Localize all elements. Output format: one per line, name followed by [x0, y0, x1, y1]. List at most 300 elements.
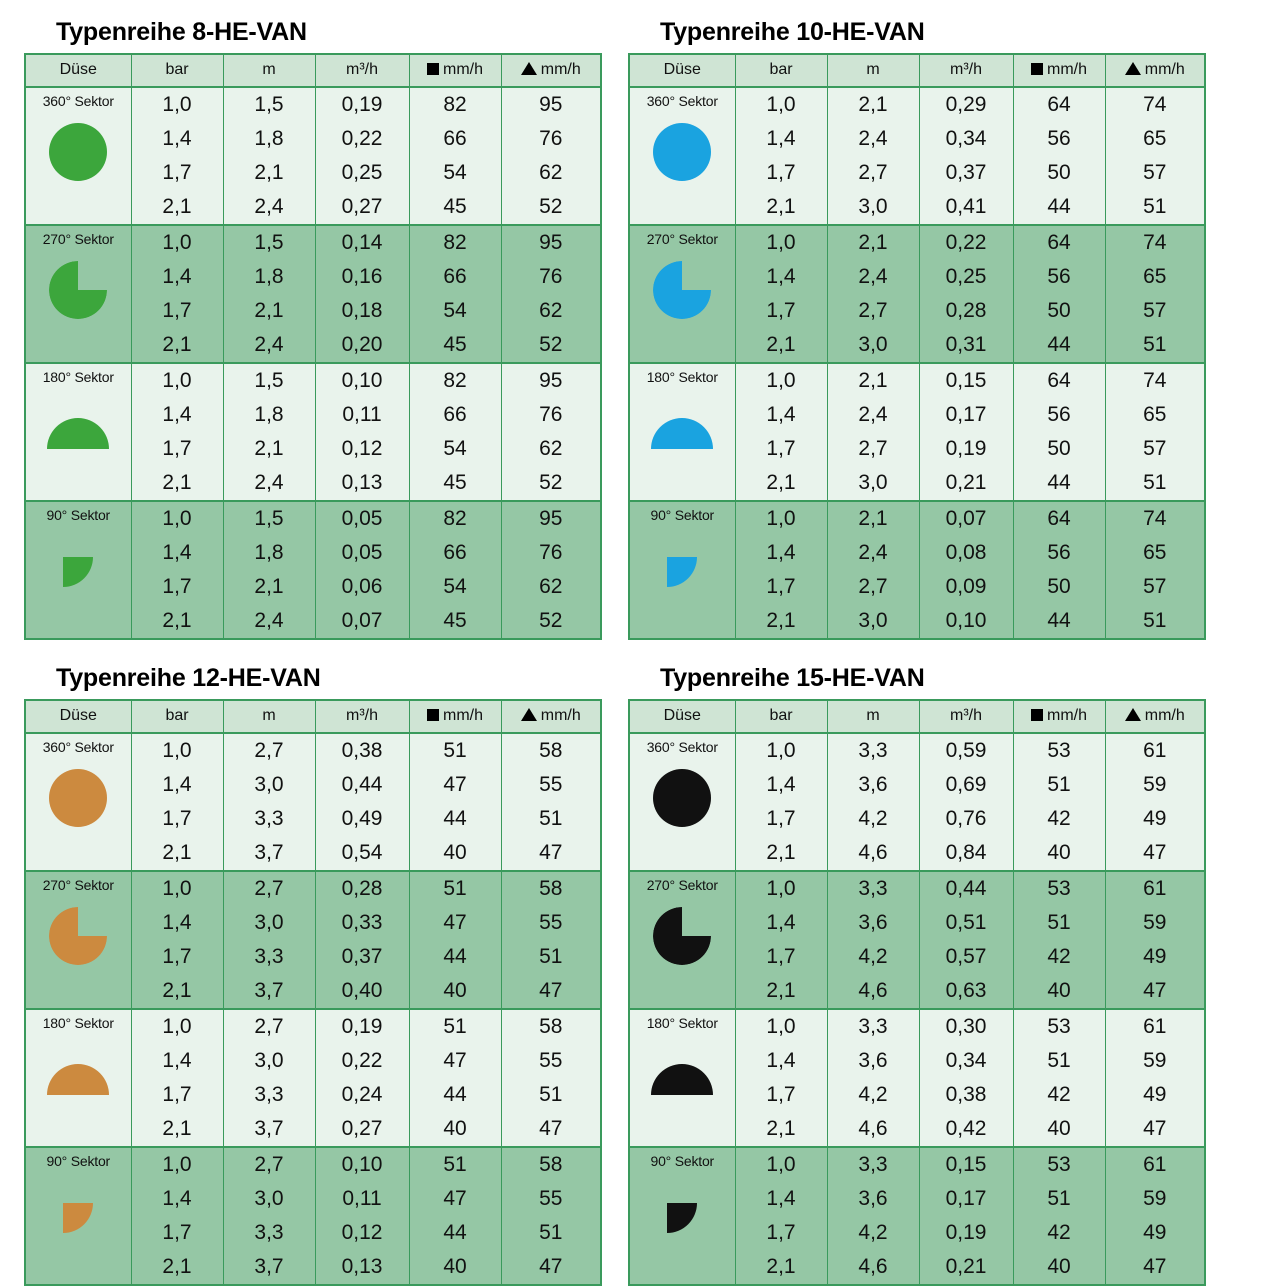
- table-cell-0: 1,4: [131, 536, 223, 570]
- table-cell-2: 0,21: [919, 466, 1013, 501]
- nozzle-cell: [629, 1147, 735, 1285]
- column-header-2: [223, 700, 315, 733]
- sector-group: [25, 87, 601, 225]
- table-cell-3: 82: [409, 501, 501, 536]
- three-quarter-circle-icon: [653, 907, 711, 965]
- table-cell-1: 3,0: [223, 1182, 315, 1216]
- table-cell-2: 0,20: [315, 328, 409, 363]
- table-cell-1: 2,7: [223, 1009, 315, 1044]
- table-cell-3: 42: [1013, 802, 1105, 836]
- sector-label: 360° Sektor: [42, 739, 114, 755]
- table-cell-0: 1,7: [131, 294, 223, 328]
- table-cell-3: 56: [1013, 398, 1105, 432]
- table-cell-2: 0,12: [315, 432, 409, 466]
- table-cell-2: 0,34: [919, 1044, 1013, 1078]
- table-cell-1: 3,3: [223, 940, 315, 974]
- table-cell-4: 51: [1105, 604, 1205, 639]
- table-cell-3: 40: [1013, 1112, 1105, 1147]
- table-cell-3: 50: [1013, 156, 1105, 190]
- column-header-label: mm/h: [540, 707, 581, 724]
- sector-shape-wrap: [26, 109, 131, 195]
- column-header-label: bar: [769, 61, 793, 78]
- table-cell-2: 0,24: [315, 1078, 409, 1112]
- table-cell-3: 53: [1013, 1009, 1105, 1044]
- sector-label: 360° Sektor: [646, 739, 718, 755]
- table-cell-3: 53: [1013, 733, 1105, 768]
- square-icon: [1031, 63, 1043, 75]
- table-cell-4: 51: [1105, 328, 1205, 363]
- table-cell-0: 1,4: [735, 260, 827, 294]
- table-cell-0: 1,0: [735, 871, 827, 906]
- table-cell-2: 0,84: [919, 836, 1013, 871]
- table-cell-1: 2,4: [827, 122, 919, 156]
- table-cell-1: 1,8: [223, 260, 315, 294]
- column-header-label: m³/h: [346, 61, 378, 78]
- table-cell-0: 1,4: [735, 1044, 827, 1078]
- table-cell-1: 2,7: [827, 432, 919, 466]
- table-cell-2: 0,17: [919, 398, 1013, 432]
- column-header-4: [409, 54, 501, 87]
- table-cell-1: 2,1: [827, 501, 919, 536]
- sector-group: [629, 87, 1205, 225]
- sector-shape-wrap: [630, 247, 735, 333]
- table-row: [25, 871, 601, 906]
- table-cell-2: 0,10: [315, 363, 409, 398]
- table-cell-1: 3,7: [223, 974, 315, 1009]
- table-cell-3: 56: [1013, 536, 1105, 570]
- table-cell-1: 2,7: [827, 294, 919, 328]
- table-cell-0: 1,4: [131, 1182, 223, 1216]
- table-cell-2: 0,54: [315, 836, 409, 871]
- panel-3: [628, 664, 1208, 1286]
- table-cell-1: 1,8: [223, 398, 315, 432]
- table-row: [25, 225, 601, 260]
- table-cell-2: 0,06: [315, 570, 409, 604]
- sector-group: [629, 733, 1205, 871]
- table-cell-3: 42: [1013, 1216, 1105, 1250]
- half-circle-icon: [651, 418, 713, 449]
- table-cell-4: 51: [501, 1078, 601, 1112]
- square-icon: [427, 63, 439, 75]
- table-cell-1: 3,0: [827, 604, 919, 639]
- column-header-label: m: [262, 61, 276, 78]
- table-cell-2: 0,40: [315, 974, 409, 1009]
- table-cell-1: 3,6: [827, 1044, 919, 1078]
- column-header-label: m: [866, 707, 880, 724]
- table-cell-0: 1,0: [131, 1009, 223, 1044]
- table-cell-4: 65: [1105, 260, 1205, 294]
- table-cell-1: 3,3: [223, 1078, 315, 1112]
- table-cell-1: 2,4: [223, 328, 315, 363]
- table-cell-0: 1,7: [735, 294, 827, 328]
- table-cell-1: 3,6: [827, 1182, 919, 1216]
- table-cell-4: 95: [501, 501, 601, 536]
- table-cell-0: 1,0: [131, 1147, 223, 1182]
- table-cell-0: 1,7: [131, 156, 223, 190]
- table-cell-2: 0,30: [919, 1009, 1013, 1044]
- table-cell-0: 2,1: [735, 328, 827, 363]
- table-row: [629, 363, 1205, 398]
- table-cell-4: 57: [1105, 156, 1205, 190]
- table-cell-0: 1,4: [131, 906, 223, 940]
- table-cell-3: 45: [409, 466, 501, 501]
- table-cell-3: 45: [409, 190, 501, 225]
- table-cell-4: 65: [1105, 536, 1205, 570]
- table-cell-1: 3,0: [223, 768, 315, 802]
- table-cell-3: 54: [409, 156, 501, 190]
- column-header-label: mm/h: [540, 61, 581, 78]
- table-cell-4: 47: [1105, 1250, 1205, 1285]
- triangle-icon: [521, 62, 537, 75]
- table-cell-4: 51: [1105, 466, 1205, 501]
- table-cell-0: 1,0: [131, 87, 223, 122]
- table-cell-1: 2,7: [223, 733, 315, 768]
- table-cell-3: 40: [409, 836, 501, 871]
- nozzle-cell: [25, 225, 131, 363]
- table-cell-0: 1,7: [735, 570, 827, 604]
- column-header-label: m³/h: [950, 707, 982, 724]
- table-cell-3: 53: [1013, 871, 1105, 906]
- table-cell-4: 49: [1105, 1078, 1205, 1112]
- table-cell-2: 0,05: [315, 501, 409, 536]
- table-cell-0: 1,4: [131, 260, 223, 294]
- table-cell-1: 1,5: [223, 225, 315, 260]
- table-cell-4: 59: [1105, 1044, 1205, 1078]
- table-cell-2: 0,51: [919, 906, 1013, 940]
- sector-label: 180° Sektor: [42, 1015, 114, 1031]
- table-cell-0: 2,1: [131, 328, 223, 363]
- table-cell-4: 74: [1105, 225, 1205, 260]
- table-cell-0: 1,4: [735, 768, 827, 802]
- column-header-0: [629, 700, 735, 733]
- table-cell-4: 51: [501, 940, 601, 974]
- table-cell-0: 2,1: [131, 1250, 223, 1285]
- table-cell-3: 64: [1013, 225, 1105, 260]
- table-cell-4: 49: [1105, 1216, 1205, 1250]
- table-cell-4: 61: [1105, 1147, 1205, 1182]
- table-header-row: [629, 54, 1205, 87]
- sector-group: [629, 871, 1205, 1009]
- table-cell-3: 45: [409, 328, 501, 363]
- sector-label: 270° Sektor: [42, 231, 114, 247]
- table-cell-2: 0,05: [315, 536, 409, 570]
- table-cell-2: 0,33: [315, 906, 409, 940]
- table-cell-3: 64: [1013, 87, 1105, 122]
- column-header-3: [315, 700, 409, 733]
- table-cell-3: 66: [409, 260, 501, 294]
- quarter-circle-icon: [63, 557, 93, 587]
- sector-group: [629, 225, 1205, 363]
- table-cell-2: 0,31: [919, 328, 1013, 363]
- table-cell-2: 0,28: [919, 294, 1013, 328]
- table-cell-0: 1,0: [131, 501, 223, 536]
- table-row: [629, 225, 1205, 260]
- table-row: [25, 501, 601, 536]
- table-cell-1: 3,0: [827, 190, 919, 225]
- half-circle-icon: [47, 1064, 109, 1095]
- table-cell-2: 0,37: [315, 940, 409, 974]
- table-cell-0: 1,7: [735, 802, 827, 836]
- table-cell-1: 3,0: [827, 466, 919, 501]
- table-cell-0: 2,1: [131, 190, 223, 225]
- column-header-label: m: [866, 61, 880, 78]
- table-cell-4: 76: [501, 536, 601, 570]
- table-cell-1: 2,7: [223, 871, 315, 906]
- table-cell-3: 56: [1013, 260, 1105, 294]
- table-cell-0: 1,4: [735, 122, 827, 156]
- sector-shape-wrap: [26, 1169, 131, 1255]
- table-cell-4: 61: [1105, 733, 1205, 768]
- table-cell-4: 65: [1105, 122, 1205, 156]
- column-header-2: [223, 54, 315, 87]
- table-cell-3: 54: [409, 432, 501, 466]
- table-cell-1: 3,3: [827, 733, 919, 768]
- table-cell-1: 4,6: [827, 974, 919, 1009]
- table-cell-1: 4,2: [827, 1216, 919, 1250]
- table-cell-3: 51: [1013, 1044, 1105, 1078]
- column-header-label: mm/h: [1144, 61, 1185, 78]
- table-row: [629, 733, 1205, 768]
- table-cell-0: 2,1: [735, 190, 827, 225]
- three-quarter-circle-icon: [49, 261, 107, 319]
- column-header-label: mm/h: [443, 707, 483, 724]
- table-cell-0: 1,0: [131, 225, 223, 260]
- table-cell-1: 1,8: [223, 122, 315, 156]
- table-row: [629, 1009, 1205, 1044]
- table-cell-2: 0,15: [919, 1147, 1013, 1182]
- nozzle-cell: [629, 225, 735, 363]
- nozzle-cell: [629, 733, 735, 871]
- table-cell-4: 62: [501, 294, 601, 328]
- table-cell-3: 64: [1013, 501, 1105, 536]
- table-cell-2: 0,22: [919, 225, 1013, 260]
- table-cell-3: 82: [409, 87, 501, 122]
- table-cell-0: 1,4: [131, 1044, 223, 1078]
- table-cell-4: 74: [1105, 501, 1205, 536]
- table-cell-0: 1,7: [131, 432, 223, 466]
- table-cell-3: 40: [1013, 974, 1105, 1009]
- sector-group: [629, 363, 1205, 501]
- performance-table: [24, 53, 602, 640]
- table-row: [25, 1147, 601, 1182]
- table-cell-0: 2,1: [131, 1112, 223, 1147]
- table-cell-2: 0,07: [919, 501, 1013, 536]
- table-cell-0: 2,1: [131, 836, 223, 871]
- table-cell-0: 1,0: [735, 225, 827, 260]
- table-cell-4: 61: [1105, 871, 1205, 906]
- table-cell-2: 0,38: [315, 733, 409, 768]
- column-header-label: m³/h: [950, 61, 982, 78]
- table-cell-2: 0,59: [919, 733, 1013, 768]
- sector-shape-wrap: [26, 755, 131, 841]
- column-header-label: bar: [165, 707, 189, 724]
- table-cell-4: 52: [501, 328, 601, 363]
- table-cell-3: 44: [1013, 466, 1105, 501]
- table-cell-4: 65: [1105, 398, 1205, 432]
- table-row: [25, 733, 601, 768]
- sector-label: 90° Sektor: [46, 1153, 111, 1169]
- sector-label: 180° Sektor: [646, 369, 718, 385]
- table-cell-1: 1,5: [223, 363, 315, 398]
- table-cell-1: 3,3: [223, 1216, 315, 1250]
- table-cell-4: 57: [1105, 570, 1205, 604]
- column-header-0: [25, 54, 131, 87]
- table-cell-4: 47: [1105, 1112, 1205, 1147]
- table-cell-3: 54: [409, 294, 501, 328]
- table-cell-2: 0,28: [315, 871, 409, 906]
- table-cell-1: 4,2: [827, 802, 919, 836]
- panel-title: Typenreihe 15-HE-VAN: [660, 664, 925, 692]
- sector-shape-wrap: [630, 385, 735, 471]
- table-cell-0: 1,7: [735, 432, 827, 466]
- table-cell-4: 58: [501, 1147, 601, 1182]
- table-cell-0: 2,1: [735, 836, 827, 871]
- sector-label: 180° Sektor: [646, 1015, 718, 1031]
- sector-shape-wrap: [26, 523, 131, 609]
- sector-group: [25, 1147, 601, 1285]
- column-header-1: [131, 700, 223, 733]
- quarter-circle-icon: [667, 1203, 697, 1233]
- sector-shape-wrap: [630, 523, 735, 609]
- table-cell-1: 2,7: [223, 1147, 315, 1182]
- table-cell-1: 1,8: [223, 536, 315, 570]
- sector-label: 270° Sektor: [646, 877, 718, 893]
- table-cell-3: 47: [409, 1182, 501, 1216]
- sector-label: 360° Sektor: [42, 93, 114, 109]
- sector-group: [629, 501, 1205, 639]
- table-cell-3: 42: [1013, 1078, 1105, 1112]
- table-cell-2: 0,29: [919, 87, 1013, 122]
- column-header-4: [1013, 54, 1105, 87]
- quarter-circle-icon: [63, 1203, 93, 1233]
- table-cell-0: 2,1: [735, 1112, 827, 1147]
- table-cell-0: 1,4: [735, 398, 827, 432]
- column-header-3: [919, 54, 1013, 87]
- nozzle-cell: [25, 1147, 131, 1285]
- table-cell-4: 51: [1105, 190, 1205, 225]
- table-cell-2: 0,13: [315, 1250, 409, 1285]
- table-cell-1: 2,1: [827, 225, 919, 260]
- sector-group: [629, 1147, 1205, 1285]
- sector-label: 90° Sektor: [650, 1153, 715, 1169]
- table-cell-1: 1,5: [223, 87, 315, 122]
- table-cell-3: 50: [1013, 294, 1105, 328]
- table-cell-0: 1,4: [131, 398, 223, 432]
- table-cell-3: 40: [409, 1250, 501, 1285]
- table-cell-3: 51: [409, 871, 501, 906]
- table-cell-2: 0,19: [315, 87, 409, 122]
- table-cell-2: 0,76: [919, 802, 1013, 836]
- table-cell-0: 1,0: [735, 501, 827, 536]
- table-cell-1: 2,1: [223, 294, 315, 328]
- table-header-row: [25, 54, 601, 87]
- sector-label: 180° Sektor: [42, 369, 114, 385]
- table-cell-2: 0,10: [919, 604, 1013, 639]
- half-circle-icon: [47, 418, 109, 449]
- column-header-2: [827, 700, 919, 733]
- nozzle-cell: [629, 871, 735, 1009]
- table-cell-4: 49: [1105, 802, 1205, 836]
- table-cell-1: 3,6: [827, 768, 919, 802]
- table-cell-2: 0,21: [919, 1250, 1013, 1285]
- table-cell-2: 0,41: [919, 190, 1013, 225]
- table-cell-4: 74: [1105, 87, 1205, 122]
- table-cell-2: 0,12: [315, 1216, 409, 1250]
- table-cell-1: 4,2: [827, 1078, 919, 1112]
- triangle-icon: [1125, 62, 1141, 75]
- table-cell-3: 40: [409, 974, 501, 1009]
- table-cell-4: 52: [501, 604, 601, 639]
- table-header-row: [629, 700, 1205, 733]
- table-cell-3: 51: [409, 1009, 501, 1044]
- table-cell-1: 1,5: [223, 501, 315, 536]
- table-cell-3: 44: [409, 802, 501, 836]
- table-cell-4: 47: [501, 836, 601, 871]
- table-cell-3: 66: [409, 398, 501, 432]
- sector-group: [25, 733, 601, 871]
- table-cell-4: 52: [501, 190, 601, 225]
- table-cell-2: 0,22: [315, 1044, 409, 1078]
- table-cell-1: 2,4: [223, 604, 315, 639]
- table-cell-3: 47: [409, 1044, 501, 1078]
- sector-shape-wrap: [26, 247, 131, 333]
- table-cell-0: 1,0: [735, 1009, 827, 1044]
- table-cell-0: 1,7: [131, 570, 223, 604]
- column-header-label: mm/h: [1047, 61, 1087, 78]
- performance-table: [24, 699, 602, 1286]
- table-cell-4: 51: [501, 802, 601, 836]
- column-header-1: [735, 700, 827, 733]
- table-cell-2: 0,10: [315, 1147, 409, 1182]
- column-header-3: [315, 54, 409, 87]
- table-cell-3: 56: [1013, 122, 1105, 156]
- panel-0: [24, 18, 604, 640]
- column-header-label: bar: [165, 61, 189, 78]
- nozzle-cell: [25, 87, 131, 225]
- column-header-5: [501, 54, 601, 87]
- table-cell-4: 58: [501, 733, 601, 768]
- column-header-4: [409, 700, 501, 733]
- sector-group: [25, 363, 601, 501]
- table-cell-2: 0,09: [919, 570, 1013, 604]
- table-cell-0: 1,4: [735, 1182, 827, 1216]
- quarter-circle-icon: [667, 557, 697, 587]
- table-cell-4: 57: [1105, 432, 1205, 466]
- sector-label: 270° Sektor: [646, 231, 718, 247]
- table-cell-0: 1,0: [735, 87, 827, 122]
- table-cell-0: 2,1: [735, 1250, 827, 1285]
- column-header-5: [501, 700, 601, 733]
- table-cell-4: 59: [1105, 906, 1205, 940]
- three-quarter-circle-icon: [49, 907, 107, 965]
- table-cell-4: 58: [501, 1009, 601, 1044]
- sector-shape-wrap: [26, 893, 131, 979]
- column-header-label: mm/h: [443, 61, 483, 78]
- table-cell-4: 52: [501, 466, 601, 501]
- table-cell-0: 2,1: [131, 974, 223, 1009]
- table-row: [25, 1009, 601, 1044]
- table-cell-4: 55: [501, 1182, 601, 1216]
- column-header-label: m: [262, 707, 276, 724]
- sector-group: [25, 501, 601, 639]
- nozzle-cell: [629, 363, 735, 501]
- table-cell-1: 2,4: [223, 190, 315, 225]
- table-cell-3: 47: [409, 768, 501, 802]
- table-cell-1: 3,3: [827, 1147, 919, 1182]
- table-cell-4: 47: [1105, 836, 1205, 871]
- panel-1: [628, 18, 1208, 640]
- table-cell-4: 47: [501, 1112, 601, 1147]
